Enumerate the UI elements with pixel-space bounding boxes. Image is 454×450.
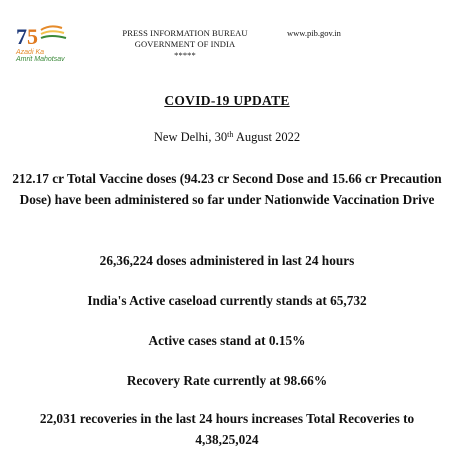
vaccine-doses-paragraph: 212.17 cr Total Vaccine doses (94.23 cr Second Dose and 15.66 cr Precaution Dose) have been administered so far under Nationwide Vaccination Drive xyxy=(12,171,442,207)
logo-caption-line1: Azadi Ka xyxy=(16,49,45,56)
logo-caption-line2: Amrit Mahotsav xyxy=(16,56,65,63)
government-name: GOVERNMENT OF INDIA xyxy=(134,39,236,49)
dateline xyxy=(0,130,454,145)
azadi-ka-amrit-mahotsav-logo xyxy=(14,22,72,66)
bureau-header xyxy=(100,28,270,61)
svg-text:5: 5 xyxy=(27,24,38,49)
website-url: www.pib.gov.in xyxy=(287,28,341,38)
doses-24h-paragraph: 26,36,224 doses administered in last 24 hours xyxy=(99,253,355,268)
dateline-rest: August 2022 xyxy=(233,130,301,144)
recovery-rate-paragraph: Recovery Rate currently at 98.66% xyxy=(126,373,328,388)
header-separator: ***** xyxy=(174,50,196,60)
amrit-mahotsav-logo-icon xyxy=(14,22,72,52)
page-title: COVID-19 UPDATE xyxy=(164,93,290,108)
active-cases-paragraph: Active cases stand at 0.15% xyxy=(148,333,306,348)
bureau-name: PRESS INFORMATION BUREAU xyxy=(122,28,248,38)
recoveries-paragraph: 22,031 recoveries in the last 24 hours increases Total Recoveries to 4,38,25,024 xyxy=(39,411,415,447)
dateline-ordinal: th xyxy=(227,130,234,139)
logo-caption xyxy=(16,49,76,63)
dateline-prefix: New Delhi, 30 xyxy=(153,130,228,144)
svg-text:7: 7 xyxy=(16,24,27,49)
active-caseload-paragraph: India's Active caseload currently stands at 65,732 xyxy=(87,293,367,308)
